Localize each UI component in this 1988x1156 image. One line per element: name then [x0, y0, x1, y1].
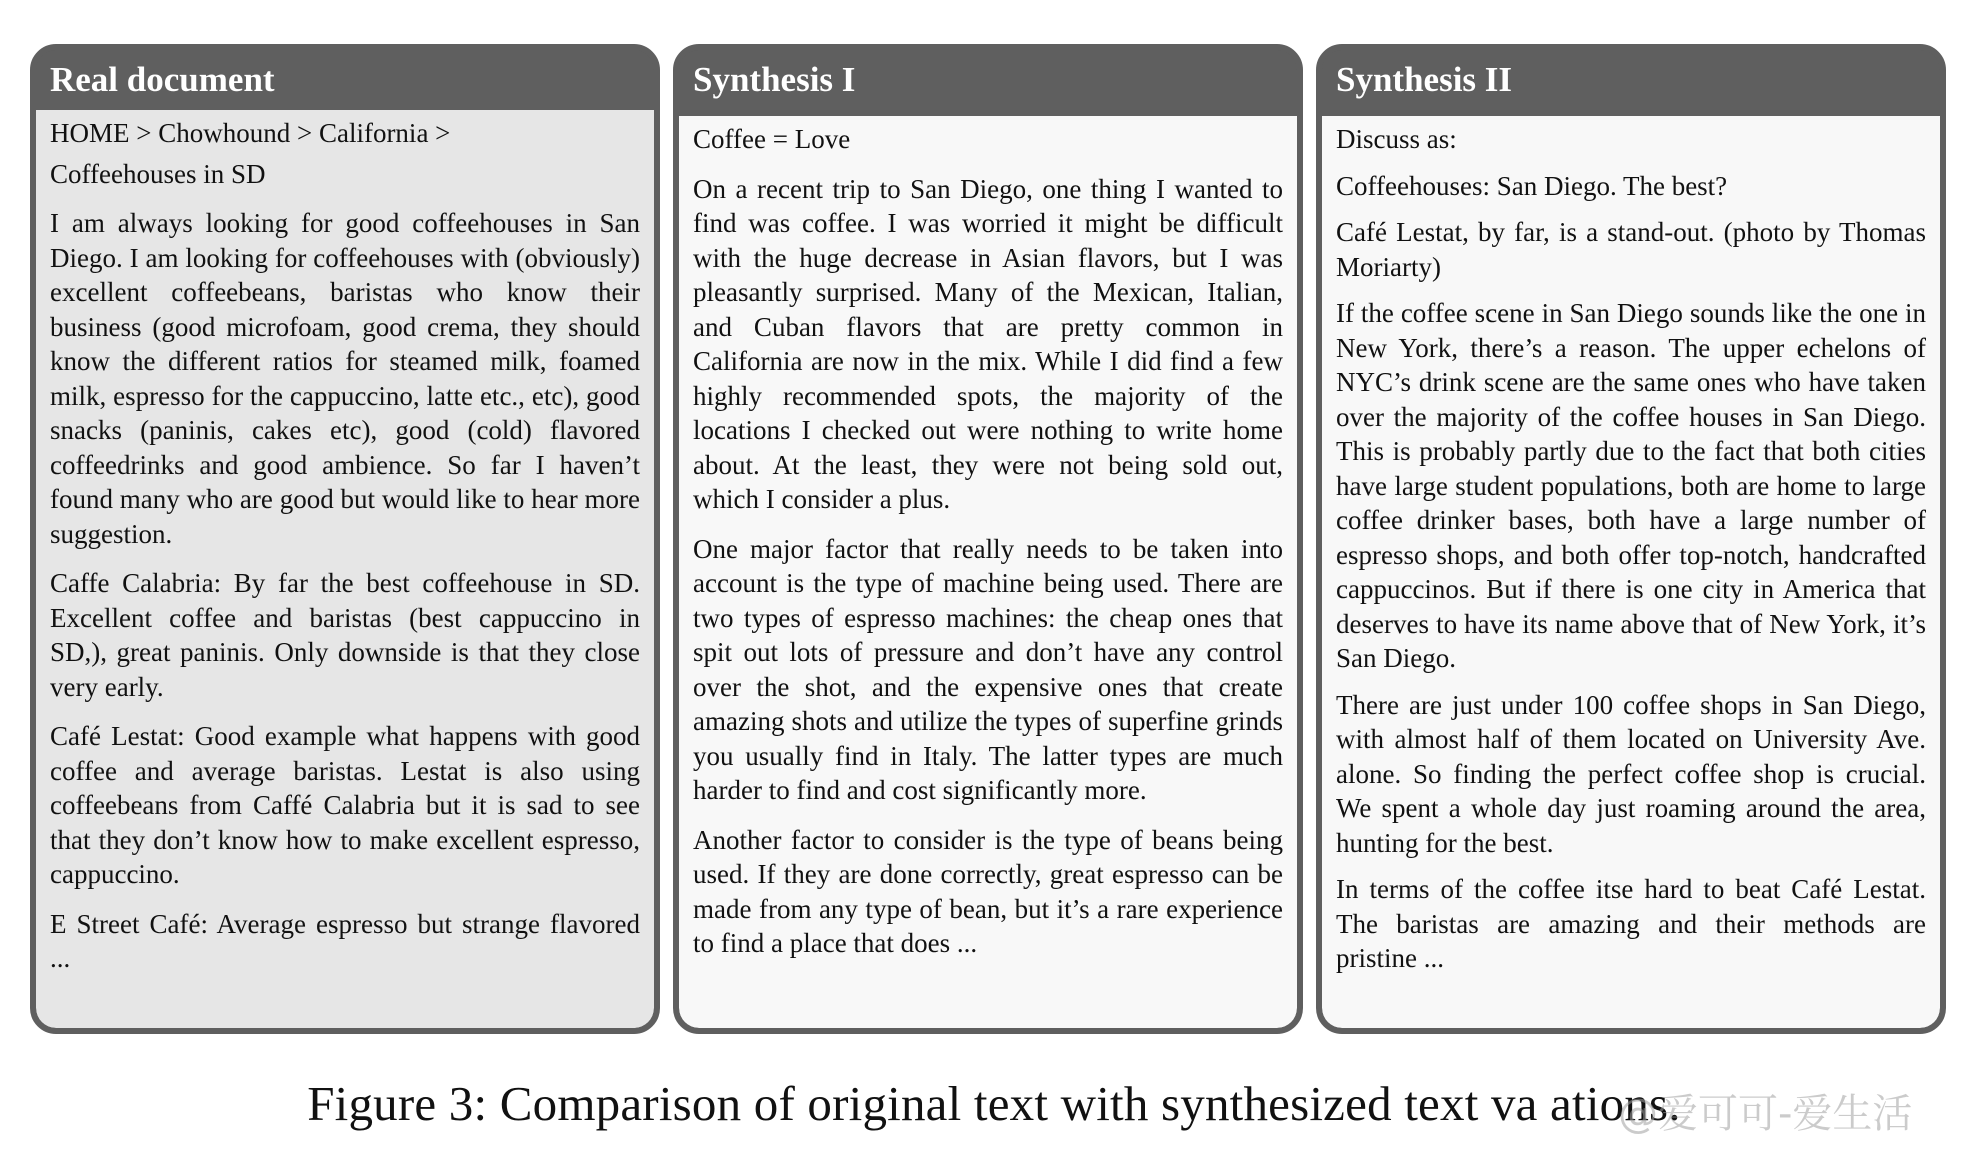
panel-real-document: [30, 44, 660, 1034]
paragraph: Another factor to consider is the type of beans being used. If they are done correctly, great espresso can be made from any type of bean, but it’s a rare experience to find a place that does ...: [693, 824, 1283, 958]
breadcrumb: HOME > Chowhound > California >: [50, 118, 451, 148]
panel-title: Synthesis II: [1336, 60, 1513, 99]
photo-caption: Café Lestat, by far, is a stand-out. (photo by Thomas Moriarty): [1336, 217, 1926, 282]
document-title: Coffeehouses: San Diego. The best?: [1336, 170, 1728, 201]
discuss-label: Discuss as:: [1336, 124, 1457, 154]
paragraph: There are just under 100 coffee shops in San Diego, with almost half of them located on University Ave. alone. So finding the perfect coffee shop is crucial. We spent a whole day just roaming around the area, hunting for the best.: [1336, 689, 1926, 858]
watermark: @爱可可-爱生活: [1618, 1091, 1913, 1137]
figure-caption: Figure 3: Comparison of original text with synthesized text va ations.: [307, 1076, 1681, 1131]
figure-panels: [30, 44, 1952, 1034]
document-title: Coffee = Love: [693, 124, 851, 154]
panel-body: [1322, 116, 1940, 1028]
paragraph: E Street Café: Average espresso but strange flavored ...: [50, 908, 640, 973]
panel-synthesis-1: [673, 44, 1303, 1034]
paragraph: Café Lestat: Good example what happens with good coffee and average baristas. Lestat is also using coffeebeans from Caffé Calabria but it is sad to see that they don’t know how to make excellent espresso, cappuccino.: [50, 721, 640, 889]
panel-body: [679, 116, 1297, 1028]
paragraph: Caffe Calabria: By far the best coffeehouse in SD. Excellent coffee and baristas (best cappuccino in SD,), great paninis. Only downside is that they close very early.: [50, 568, 640, 702]
panel-title: Real document: [50, 60, 275, 99]
panel-title: Synthesis I: [693, 60, 856, 99]
panel-synthesis-2: [1316, 44, 1946, 1034]
document-title: Coffeehouses in SD: [50, 158, 266, 189]
paragraph: I am always looking for good coffeehouses in San Diego. I am looking for coffeehouses with (obviously) excellent coffeebeans, baristas who know their business (good microfoam, good crema, they should know the different ratios for steamed milk, foamed milk, espresso for the cappuccino, latte etc., etc), good snacks (paninis, cakes etc), good (cold) flavored coffeedrinks and good ambience. So far I haven’t found many who are good but would like to hear more suggestion.: [50, 208, 640, 549]
panel-body: [36, 110, 654, 1028]
paragraph: One major factor that really needs to be taken into account is the type of machine being used. There are two types of espresso machines: the cheap ones that spit out lots of pressure and don’t have any control over the shot, and the expensive ones that create amazing shots and utilize the types of superfine grinds you usually find in Italy. The latter types are much harder to find and cost significantly more.: [693, 533, 1283, 805]
paragraph: On a recent trip to San Diego, one thing I wanted to find was coffee. I was worried it might be difficult with the huge decrease in Asian flavors, but I was pleasantly surprised. Many of the Mexican, Italian, and Cuban flavors that are pretty common in California are now in the mix. While I did find a few highly recommended spots, the majority of the locations I checked out were nothing to write home about. At the least, they were not being sold out, which I consider a plus.: [693, 173, 1283, 514]
paragraph: In terms of the coffee itse hard to beat Café Lestat. The baristas are amazing and their methods are pristine ...: [1336, 874, 1926, 973]
paragraph: If the coffee scene in San Diego sounds like the one in New York, there’s a reason. The upper echelons of NYC’s drink scene are the same ones who have taken over the majority of the coffee houses in San Diego. This is probably partly due to the fact that both cities have large student populations, both are home to large coffee drinker bases, both have a large number of espresso shops, and both offer top-notch, handcrafted cappuccinos. But if there is one city in America that deserves to have its name above that of New York, it’s San Diego.: [1336, 298, 1926, 673]
